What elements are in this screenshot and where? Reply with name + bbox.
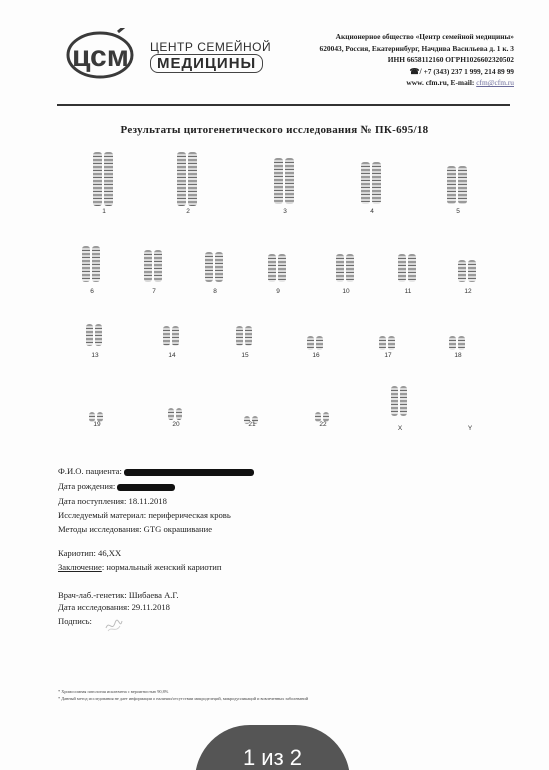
methods-value: GTG окрашивание xyxy=(143,524,213,534)
chromosome xyxy=(361,162,370,204)
chromosome-pair-5 xyxy=(446,166,468,204)
chromosome xyxy=(307,336,314,350)
chromosome xyxy=(154,250,162,282)
karyotype-value: 46,XX xyxy=(98,548,122,558)
chromosome xyxy=(468,260,476,282)
company-ids: ИНН 6658112160 ОГРН1026602320502 xyxy=(387,55,514,65)
methods-label: Методы исследования: xyxy=(58,524,142,534)
chromosome xyxy=(400,386,407,416)
chromosome xyxy=(92,246,100,282)
company-email-link[interactable]: cfm@cfm.ru xyxy=(476,78,514,88)
chromosome-label-Y: Y xyxy=(467,425,473,432)
chromosome-pair-6 xyxy=(81,246,101,282)
svg-text:цсм: цсм xyxy=(72,40,129,73)
chromosome-pair-11 xyxy=(397,254,417,282)
chromosome xyxy=(177,152,186,206)
received-label: Дата поступления: xyxy=(58,496,127,506)
chromosome xyxy=(408,254,416,282)
chromosome-label-14: 14 xyxy=(168,352,176,359)
patient-name-row xyxy=(58,466,254,476)
chromosome-pair-19 xyxy=(88,404,104,422)
material-row xyxy=(58,510,231,520)
study-date-label: Дата исследования: xyxy=(58,602,130,612)
chromosome xyxy=(346,254,354,282)
chromosome-pair-16 xyxy=(306,332,324,350)
chromosome-label-18: 18 xyxy=(454,352,462,359)
chromosome-label-X: X xyxy=(397,425,403,432)
chromosome-label-7: 7 xyxy=(152,288,156,295)
chromosome xyxy=(458,336,465,350)
chromosome xyxy=(168,408,174,420)
chromosome-pair-X xyxy=(390,386,408,416)
chromosome xyxy=(379,336,386,350)
company-web-row xyxy=(254,77,514,89)
chromosome-label-11: 11 xyxy=(404,288,412,295)
signature-scribble xyxy=(103,614,125,636)
redacted-dob xyxy=(117,484,175,491)
chromosome-pair-7 xyxy=(143,250,163,282)
chromosome-label-4: 4 xyxy=(370,208,374,215)
chromosome-label-6: 6 xyxy=(90,288,94,295)
page-indicator-text: 1 из 2 xyxy=(242,745,303,770)
chromosome xyxy=(316,336,323,350)
logo-wordmark xyxy=(150,40,271,73)
chromosome xyxy=(278,254,286,282)
karyogram xyxy=(0,140,549,440)
chromosome-label-19: 19 xyxy=(93,421,101,428)
redacted-name xyxy=(124,469,254,476)
chromosome-label-8: 8 xyxy=(213,288,217,295)
chromosome-pair-3 xyxy=(273,158,295,204)
company-web: www. cfm.ru, E-mail: xyxy=(406,78,475,88)
chromosome xyxy=(144,250,152,282)
chromosome-pair-22 xyxy=(314,404,330,422)
chromosome xyxy=(95,324,102,346)
chromosome xyxy=(82,246,90,282)
study-date-row xyxy=(58,602,170,612)
chromosome-pair-2 xyxy=(176,152,198,206)
chromosome-pair-10 xyxy=(335,254,355,282)
header-divider xyxy=(57,104,510,106)
company-name: Акционерное общество «Центр семейной медицины» xyxy=(335,32,514,41)
conclusion-row xyxy=(58,562,222,572)
chromosome xyxy=(336,254,344,282)
footnote-1: * Хромосомная патология исключена с вероятностью 90,8% xyxy=(58,689,169,694)
chromosome-label-13: 13 xyxy=(91,352,99,359)
chromosome xyxy=(93,152,102,206)
logo-line1: ЦЕНТР СЕМЕЙНОЙ xyxy=(150,40,272,54)
signature-row xyxy=(58,616,92,626)
chromosome xyxy=(236,326,243,346)
doctor-row xyxy=(58,590,179,600)
chromosome-label-20: 20 xyxy=(172,421,180,428)
received-value: 18.11.2018 xyxy=(128,496,167,506)
company-phone-row xyxy=(254,66,514,78)
patient-dob-row xyxy=(58,481,175,491)
chromosome-pair-18 xyxy=(448,332,466,350)
chromosome-label-5: 5 xyxy=(456,208,460,215)
chromosome xyxy=(391,386,398,416)
chromosome-pair-15 xyxy=(235,326,253,346)
chromosome xyxy=(372,162,381,204)
chromosome-label-15: 15 xyxy=(241,352,249,359)
signature-label: Подпись: xyxy=(58,616,92,626)
chromosome xyxy=(458,260,466,282)
chromosome xyxy=(86,324,93,346)
methods-row xyxy=(58,524,212,534)
conclusion-label: Заключение xyxy=(58,562,102,572)
chromosome-pair-17 xyxy=(378,332,396,350)
chromosome-label-22: 22 xyxy=(319,421,327,428)
chromosome-pair-12 xyxy=(457,260,477,282)
received-row xyxy=(58,496,167,506)
chromosome xyxy=(398,254,406,282)
phone-icon: ☎/ xyxy=(409,66,422,76)
doctor-label: Врач-лаб.-генетик: xyxy=(58,590,127,600)
company-address: 620043, Россия, Екатеринбург, Начдива Васильева д. 1 к. 3 xyxy=(319,43,514,53)
chromosome xyxy=(188,152,197,206)
chromosome xyxy=(285,158,294,204)
chromosome-label-17: 17 xyxy=(384,352,392,359)
material-label: Исследуемый материал: xyxy=(58,510,147,520)
chromosome xyxy=(274,158,283,204)
chromosome xyxy=(163,326,170,346)
chromosome xyxy=(172,326,179,346)
chromosome-pair-1 xyxy=(92,152,114,206)
chromosome xyxy=(245,326,252,346)
chromosome xyxy=(447,166,456,204)
chromosome-label-12: 12 xyxy=(464,288,472,295)
page-indicator[interactable] xyxy=(195,725,350,770)
chromosome-pair-13 xyxy=(85,324,103,346)
patient-dob-label: Дата рождения: xyxy=(58,481,116,491)
material-value: периферическая кровь xyxy=(148,510,231,520)
chromosome xyxy=(176,408,182,420)
company-phone: +7 (343) 237 1 999, 214 89 99 xyxy=(423,66,514,76)
chromosome-label-3: 3 xyxy=(283,208,287,215)
chromosome xyxy=(388,336,395,350)
chromosome-pair-14 xyxy=(162,326,180,346)
chromosome-pair-9 xyxy=(267,254,287,282)
chromosome-label-9: 9 xyxy=(276,288,280,295)
chromosome xyxy=(449,336,456,350)
chromosome-label-21: 21 xyxy=(248,421,256,428)
doctor-value: Шибаева А.Г. xyxy=(128,590,179,600)
chromosome xyxy=(215,252,223,282)
chromosome xyxy=(268,254,276,282)
chromosome xyxy=(205,252,213,282)
patient-name-label: Ф.И.О. пациента: xyxy=(58,466,122,476)
conclusion-value: : нормальный женский кариотип xyxy=(101,562,222,572)
karyotype-row xyxy=(58,548,121,558)
chromosome-pair-20 xyxy=(167,402,183,420)
logo-line2: МЕДИЦИНЫ xyxy=(150,54,263,73)
footnotes xyxy=(58,688,308,702)
chromosome-label-10: 10 xyxy=(342,288,350,295)
chromosome-pair-4 xyxy=(360,162,382,204)
document-title: Результаты цитогенетического исследования № ПК-695/18 xyxy=(120,124,429,136)
chromosome-label-2: 2 xyxy=(186,208,190,215)
karyotype-label: Кариотип: xyxy=(58,548,96,558)
footnote-2: * Данный метод исследования не дает информации о наличии/отсутствии микроделеций, микродупликаций и вовлеченных заболеваний xyxy=(58,696,309,701)
study-date-value: 29.11.2018 xyxy=(131,602,170,612)
company-info xyxy=(254,31,514,89)
chromosome-label-16: 16 xyxy=(312,352,320,359)
chromosome-pair-8 xyxy=(204,252,224,282)
chromosome xyxy=(104,152,113,206)
chromosome-label-1: 1 xyxy=(102,208,106,215)
chromosome xyxy=(458,166,467,204)
